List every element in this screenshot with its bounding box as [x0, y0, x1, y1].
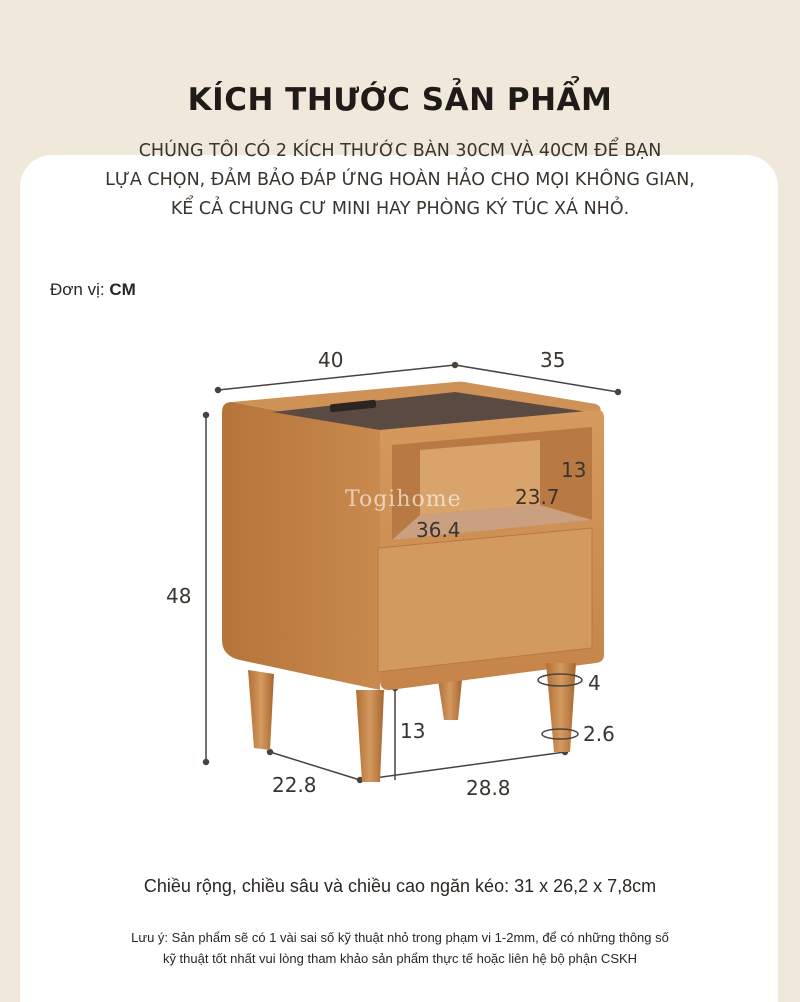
dim-leg-span-depth: 22.8: [272, 773, 317, 797]
side-panel: [222, 402, 380, 690]
unit-value: CM: [109, 280, 136, 299]
dim-shelf-depth: 23.7: [515, 485, 560, 509]
subtitle-line-2: LỰA CHỌN, ĐẢM BẢO ĐÁP ỨNG HOÀN HẢO CHO MỌI KHÔNG GIAN,: [105, 170, 695, 190]
dim-shelf-height: 13: [561, 458, 587, 482]
leg-back-left: [438, 680, 462, 720]
subtitle-line-3: KỂ CẢ CHUNG CƯ MINI HAY PHÒNG KÝ TÚC XÁ NHỎ.: [170, 199, 630, 219]
dim-shelf-width: 36.4: [416, 518, 461, 542]
drawer-dimensions-text: Chiều rộng, chiều sâu và chiều cao ngăn kéo: 31 x 26,2 x 7,8cm: [143, 876, 657, 896]
leg-front-center: [356, 690, 384, 782]
unit-label-text: Đơn vị:: [50, 280, 105, 299]
disclaimer-note: [60, 927, 740, 969]
note-line-1: Lưu ý: Sản phẩm sẽ có 1 vài sai số kỹ thuật nhỏ trong phạm vi 1-2mm, để có những thông số: [131, 930, 669, 945]
dim-width: 40: [318, 348, 344, 372]
subtitle-line-1: CHÚNG TÔI CÓ 2 KÍCH THƯỚC BÀN 30CM VÀ 40CM ĐỂ BẠN: [138, 141, 662, 161]
page-title: KÍCH THƯỚC SẢN PHẨM: [187, 82, 613, 118]
dim-leg-span-width: 28.8: [466, 776, 511, 800]
watermark-logo: Togihome: [345, 487, 462, 512]
dim-leg-top-diameter: 4: [588, 671, 601, 695]
note-line-2: kỹ thuật tốt nhất vui lòng tham khảo sản phẩm thực tế hoặc liên hệ bộ phận CSKH: [162, 951, 638, 966]
leg-front-left: [248, 670, 274, 750]
dim-leg-bottom-diameter: 2.6: [583, 722, 615, 746]
drawer-front: [378, 528, 592, 672]
dim-leg-height: 13: [400, 719, 426, 743]
dim-height: 48: [166, 584, 192, 608]
dim-depth: 35: [540, 348, 566, 372]
